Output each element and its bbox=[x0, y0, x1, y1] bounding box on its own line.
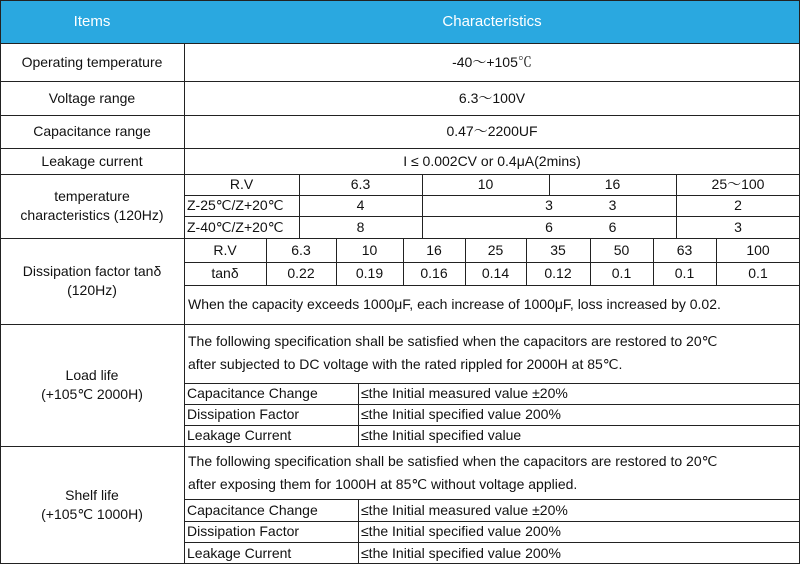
grid-line bbox=[0, 174, 800, 175]
load-life-spec-label: Leakage Current bbox=[187, 427, 292, 444]
shelf-life-spec-value: ≤the Initial measured value ±20% bbox=[361, 501, 568, 518]
df-value: 0.1 bbox=[611, 265, 632, 282]
df-value: 0.22 bbox=[287, 265, 315, 282]
grid-line bbox=[184, 195, 800, 196]
tc-row1-value: 3 bbox=[608, 197, 617, 214]
shelf-life-spec-value: ≤the Initial specified value 200% bbox=[361, 523, 561, 540]
df-line2: (120Hz) bbox=[67, 282, 117, 298]
df-header-col: 63 bbox=[676, 241, 693, 258]
load-life-spec-value: ≤the Initial specified value 200% bbox=[361, 406, 561, 423]
df-header-col: 100 bbox=[746, 241, 770, 258]
grid-line bbox=[0, 81, 800, 82]
df-header-col: 35 bbox=[550, 241, 566, 258]
df-note: When the capacity exceeds 1000μF, each increase of 1000μF, loss increased by 0.02. bbox=[188, 296, 721, 312]
df-header-col: 6.3 bbox=[291, 241, 311, 258]
tc-row1-label: Z-25℃/Z+20℃ bbox=[187, 197, 284, 214]
df-header-rv: R.V bbox=[213, 241, 237, 258]
df-header-col: 50 bbox=[613, 241, 630, 258]
grid-line bbox=[0, 446, 800, 447]
tc-row1-value: 3 bbox=[545, 197, 553, 214]
shelf-life-spec-label: Capacitance Change bbox=[187, 501, 318, 518]
df-value: 0.1 bbox=[748, 265, 768, 282]
shelf-life-spec-value: ≤the Initial specified value 200% bbox=[361, 544, 561, 561]
df-value: 0.19 bbox=[355, 265, 384, 282]
tc-header-col: 16 bbox=[604, 176, 621, 193]
grid-line bbox=[526, 238, 527, 285]
grid-line bbox=[0, 43, 800, 44]
grid-line bbox=[184, 43, 185, 564]
item-temperature-characteristics bbox=[0, 174, 184, 238]
tc-row2-value: 6 bbox=[608, 218, 617, 235]
item-load-life bbox=[0, 324, 184, 446]
grid-line bbox=[358, 383, 359, 446]
grid-line bbox=[184, 404, 800, 405]
tc-header-col: 6.3 bbox=[350, 176, 371, 193]
grid-line bbox=[403, 238, 404, 285]
df-header-col: 10 bbox=[361, 241, 378, 258]
item-leakage-current: Leakage current bbox=[41, 152, 143, 169]
value-operating-temperature: -40～+105℃ bbox=[452, 53, 532, 70]
load-life-spec-label: Dissipation Factor bbox=[187, 406, 300, 423]
shelf-life-spec-label: Leakage Current bbox=[187, 544, 292, 561]
header-items: Items bbox=[0, 0, 184, 43]
item-dissipation-factor bbox=[0, 238, 184, 324]
grid-line bbox=[184, 383, 800, 384]
df-value: 0.1 bbox=[674, 265, 695, 282]
tc-row2-value: 6 bbox=[545, 218, 553, 235]
value-capacitance-range: 0.47～2200UF bbox=[446, 123, 538, 140]
df-line1: Dissipation factor tanδ bbox=[22, 263, 162, 280]
grid-line bbox=[422, 174, 423, 238]
grid-line bbox=[676, 174, 677, 238]
grid-line bbox=[465, 238, 466, 285]
header-characteristics: Characteristics bbox=[184, 0, 800, 43]
grid-line bbox=[653, 238, 654, 285]
grid-line bbox=[336, 238, 337, 285]
shelf-life-line2: (+105℃ 1000H) bbox=[41, 506, 143, 522]
item-operating-temperature: Operating temperature bbox=[21, 53, 163, 70]
tc-row1-value: 2 bbox=[734, 197, 742, 214]
tc-row1-value: 4 bbox=[356, 197, 365, 214]
df-value-label: tanδ bbox=[211, 265, 239, 282]
tc-row2-value: 3 bbox=[734, 218, 742, 235]
tc-header-rv: R.V bbox=[229, 176, 254, 193]
grid-line bbox=[184, 285, 800, 286]
temp-char-line1: temperature bbox=[54, 188, 130, 205]
value-voltage-range: 6.3～100V bbox=[458, 89, 526, 106]
tc-row2-value: 8 bbox=[356, 218, 365, 235]
grid-line bbox=[0, 238, 800, 239]
grid-line bbox=[184, 499, 800, 500]
shelf-life-spec-label: Dissipation Factor bbox=[187, 523, 300, 540]
grid-line bbox=[266, 238, 267, 285]
shelf-life-paragraph bbox=[184, 446, 800, 499]
grid-line bbox=[184, 542, 800, 543]
shelf-life-para-line1: The following specification shall be satisfied when the capacitors are restored to 20℃ bbox=[188, 452, 718, 469]
grid-line bbox=[0, 148, 800, 149]
load-life-line2: (+105℃ 2000H) bbox=[41, 386, 143, 402]
grid-line bbox=[184, 521, 800, 522]
load-life-spec-value: ≤the Initial specified value bbox=[361, 427, 522, 444]
load-life-para-line1: The following specification shall be satisfied when the capacitors are restored to 20℃ bbox=[188, 332, 718, 349]
tc-header-col: 10 bbox=[477, 176, 494, 193]
load-life-spec-label: Capacitance Change bbox=[187, 385, 318, 402]
load-life-para-line2: after subjected to DC voltage with the rated rippled for 2000H at 85℃. bbox=[188, 355, 623, 372]
grid-line bbox=[0, 324, 800, 325]
grid-line bbox=[716, 238, 717, 285]
grid-line bbox=[0, 115, 800, 116]
grid-line bbox=[299, 174, 300, 238]
tc-row2-label: Z-40℃/Z+20℃ bbox=[187, 218, 284, 235]
df-value: 0.16 bbox=[420, 265, 448, 282]
df-value: 0.12 bbox=[544, 265, 572, 282]
load-life-paragraph bbox=[184, 324, 800, 381]
df-header-col: 16 bbox=[426, 241, 442, 258]
grid-line bbox=[184, 262, 800, 263]
grid-line bbox=[184, 216, 800, 217]
item-voltage-range: Voltage range bbox=[48, 89, 136, 106]
df-header-col: 25 bbox=[487, 241, 504, 258]
df-value: 0.14 bbox=[481, 265, 510, 282]
item-shelf-life bbox=[0, 446, 184, 564]
shelf-life-para-line2: after exposing them for 1000H at 85℃ without voltage applied. bbox=[188, 475, 578, 492]
tc-header-col: 25～100 bbox=[711, 176, 765, 193]
temp-char-line2: characteristics (120Hz) bbox=[20, 207, 164, 223]
shelf-life-line1: Shelf life bbox=[65, 487, 119, 504]
grid-line bbox=[549, 174, 550, 195]
load-life-line1: Load life bbox=[65, 367, 119, 384]
grid-line bbox=[590, 238, 591, 285]
load-life-spec-value: ≤the Initial measured value ±20% bbox=[361, 385, 568, 402]
grid-line bbox=[358, 499, 359, 564]
value-leakage-current: I ≤ 0.002CV or 0.4μA(2mins) bbox=[403, 152, 581, 169]
grid-line bbox=[184, 425, 800, 426]
item-capacitance-range: Capacitance range bbox=[33, 123, 151, 140]
